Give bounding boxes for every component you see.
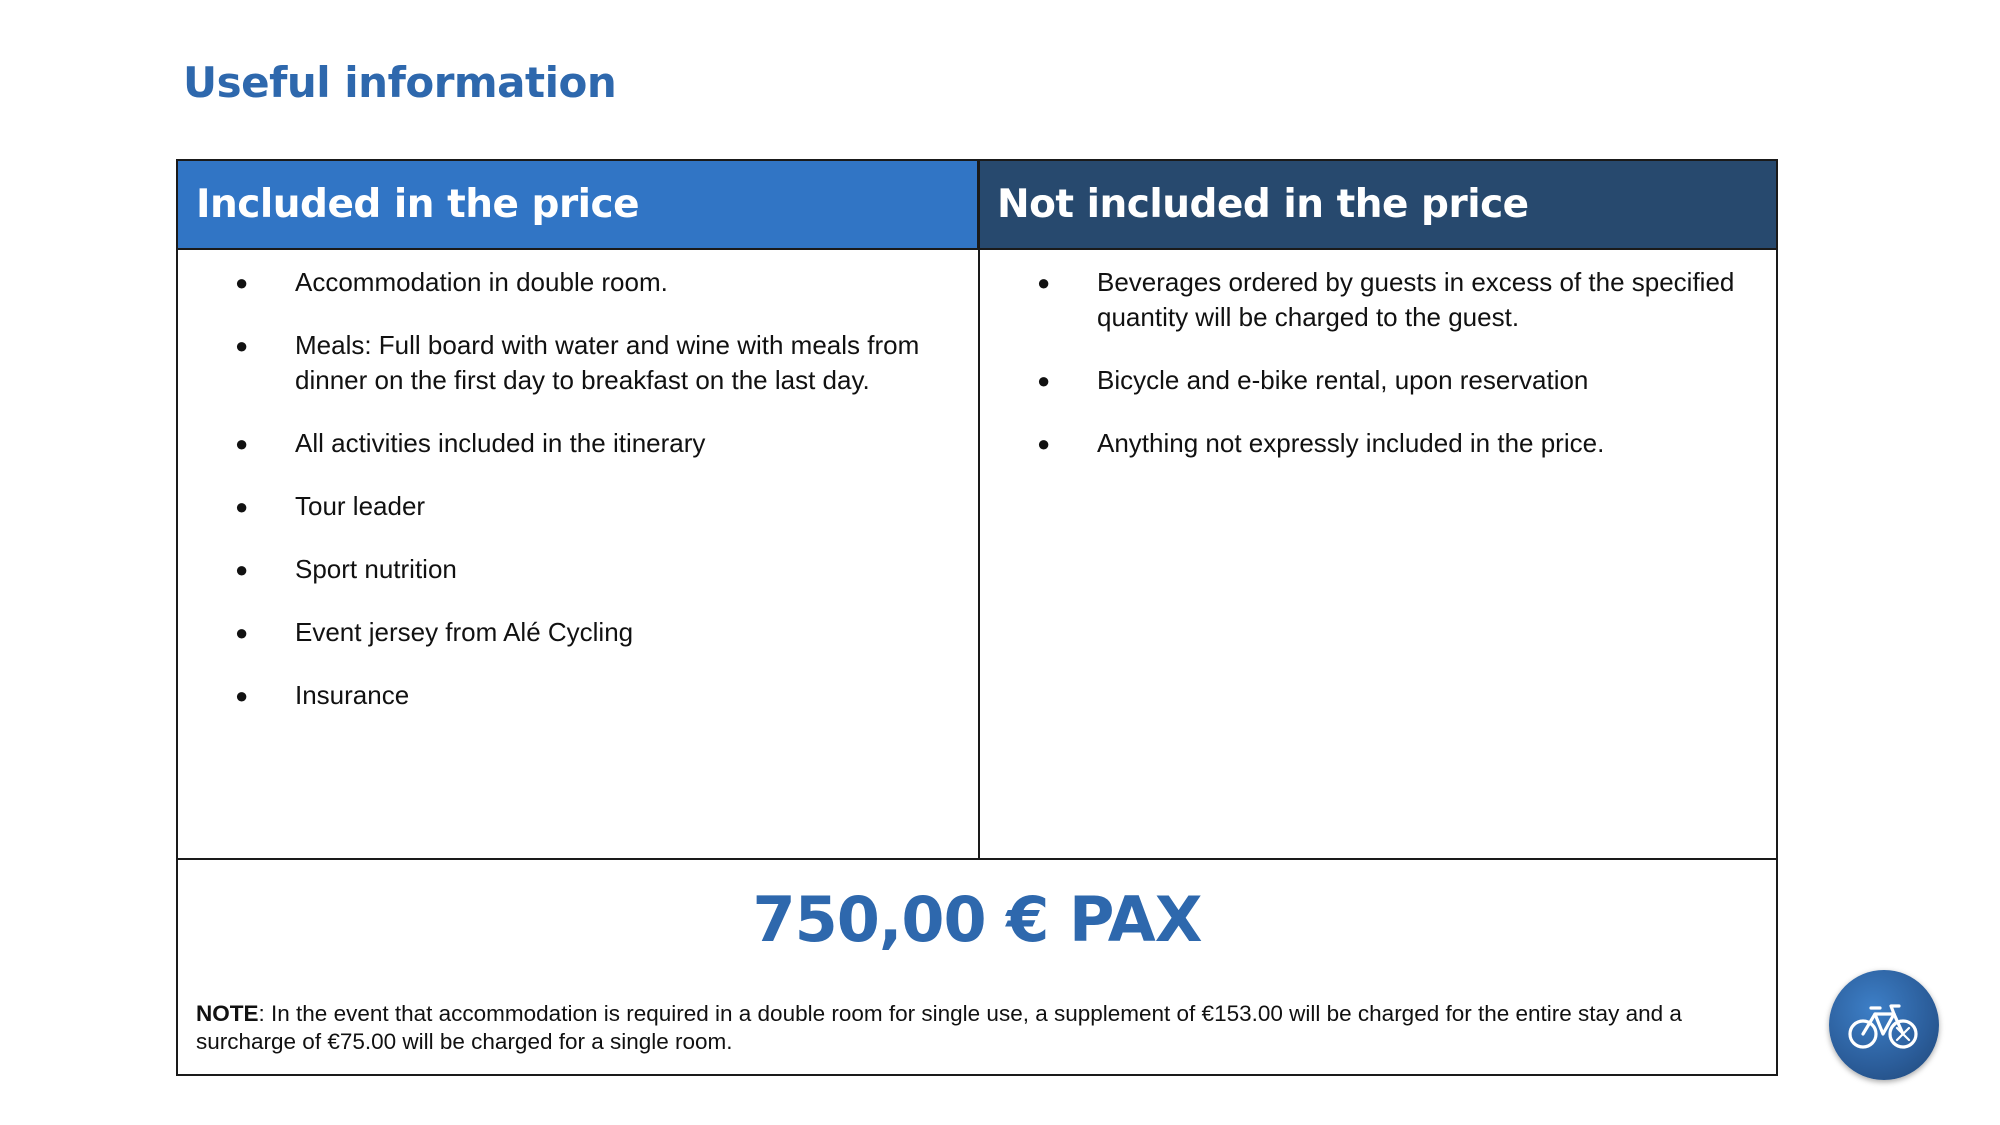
page-title: Useful information: [183, 58, 617, 107]
list-item: ● Insurance: [178, 678, 978, 713]
note-text: [196, 1000, 1756, 1056]
bicycle-icon: [1829, 970, 1939, 1080]
list-item: ● Bicycle and e-bike rental, upon reservation: [980, 363, 1776, 398]
price-label: 750,00 € PAX: [752, 883, 1202, 956]
note-body: : In the event that accommodation is required in a double room for single use, a supplement of €153.00 will be charged for the entire stay and a surcharge of €75.00 will be charged for a single room.: [196, 1001, 1682, 1054]
bullet-icon: ●: [235, 270, 249, 295]
list-item: ● Meals: Full board with water and wine with meals from dinner on the first day to breakfast on the last day.: [235, 330, 920, 395]
list-item: ● Anything not expressly included in the price.: [980, 426, 1776, 461]
note-label: NOTE: [196, 1001, 259, 1026]
list-item: ● All activities included in the itinerary: [178, 426, 978, 461]
bullet-icon: ●: [1037, 368, 1051, 393]
list-item: ● Event jersey from Alé Cycling: [178, 615, 978, 650]
price-info-table: [176, 159, 1778, 1076]
bullet-icon: ●: [235, 494, 249, 519]
list-item: ● Sport nutrition: [178, 552, 978, 587]
not-included-column: [980, 265, 1776, 489]
included-column: [178, 265, 978, 741]
bullet-icon: ●: [1037, 270, 1051, 295]
list-item: ● Beverages ordered by guests in excess of the specified quantity will be charged to the guest.: [1037, 267, 1735, 332]
price-divider: [178, 858, 1776, 860]
bullet-icon: ●: [235, 431, 249, 456]
not-included-header: Not included in the price: [979, 161, 1776, 248]
bullet-icon: ●: [235, 620, 249, 645]
included-list: [178, 265, 978, 713]
bullet-icon: ●: [235, 683, 249, 708]
bullet-icon: ●: [235, 557, 249, 582]
list-item: ● Tour leader: [178, 489, 978, 524]
included-header: Included in the price: [178, 161, 979, 248]
bullet-icon: ●: [1037, 431, 1051, 456]
bullet-icon: ●: [235, 333, 249, 358]
header-divider: [178, 248, 1776, 250]
list-item: ● Accommodation in double room.: [178, 265, 978, 300]
not-included-list: [980, 265, 1776, 461]
